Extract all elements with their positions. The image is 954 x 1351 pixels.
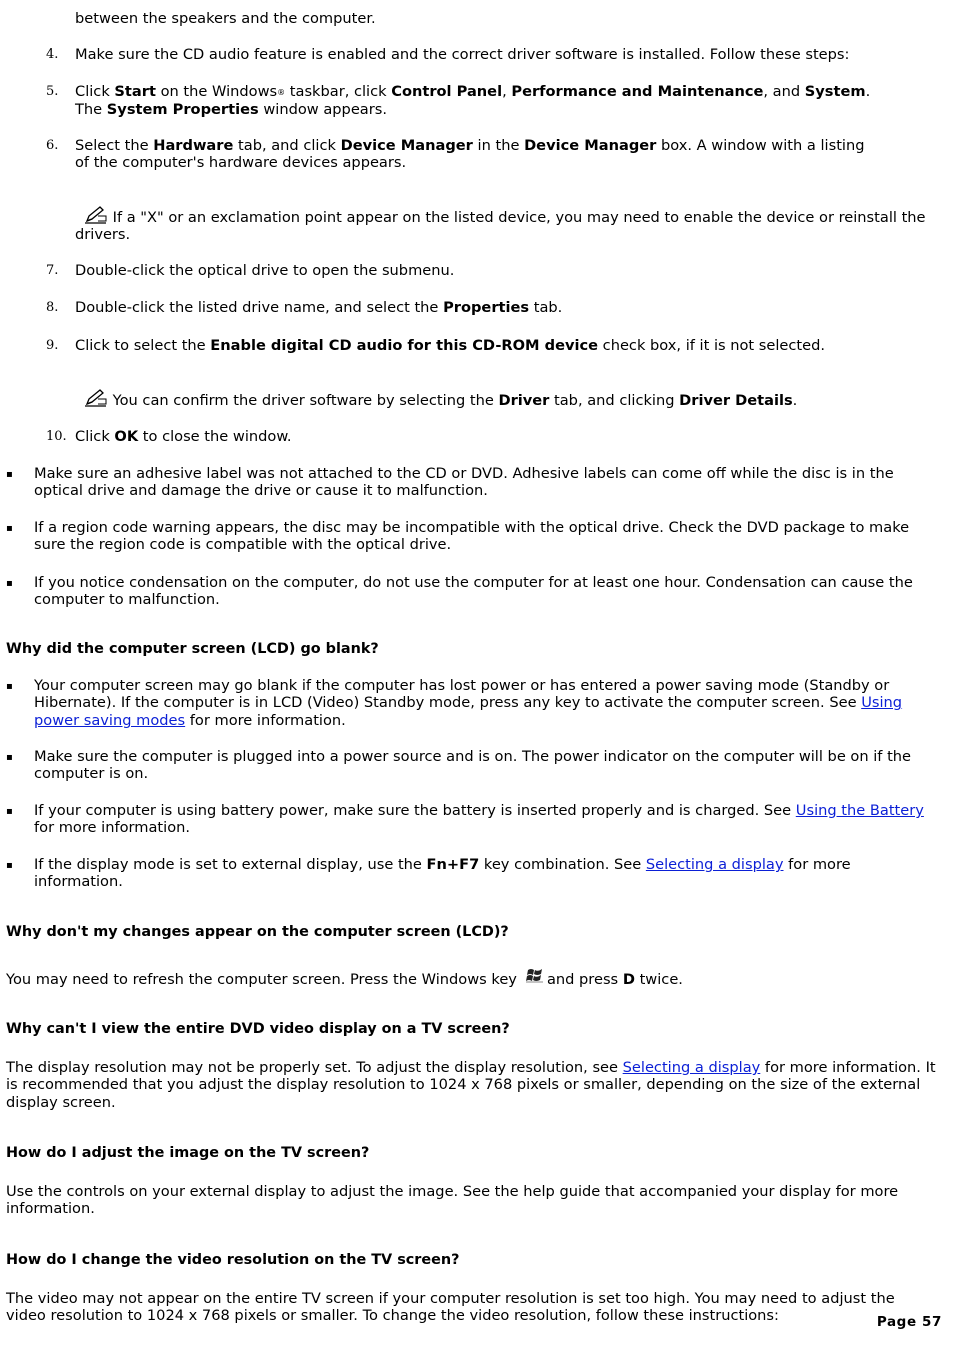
- section-heading: Why did the computer screen (LCD) go blank?: [6, 641, 379, 657]
- step-text: Double-click the listed drive name, and select the Properties tab.: [75, 299, 563, 316]
- list-item: Your computer screen may go blank if the computer has lost power or has entered a power saving mode (Standby or Hibernate). If the computer is in LCD (Video) Standby mode, press any key to activate the computer screen. See Using power saving modes for more information.: [34, 677, 903, 729]
- step-text: Click OK to close the window.: [75, 428, 292, 445]
- bullet-marker: ▪: [6, 469, 13, 480]
- link-using-the-battery[interactable]: Using the Battery: [795, 802, 924, 819]
- list-item: If you notice condensation on the computer, do not use the computer for at least one hour. Condensation can cause the computer to malfunction.: [34, 574, 913, 609]
- list-item: If your computer is using battery power, make sure the battery is inserted properly and is charged. See Using the Battery for more information.: [34, 802, 924, 837]
- paragraph: Use the controls on your external display to adjust the image. See the help guide that accompanied your display for more information.: [6, 1183, 899, 1218]
- paragraph: The video may not appear on the entire TV screen if your computer resolution is set too high. You may need to adjust the video resolution to 1024 x 768 pixels or smaller. To change the video resolution, follow these instructions:: [6, 1290, 895, 1325]
- note: You can confirm the driver software by selecting the Driver tab, and clicking Driver Details.: [75, 389, 935, 409]
- list-item: Make sure the computer is plugged into a power source and is on. The power indicator on the computer will be on if the computer is on.: [34, 748, 912, 783]
- bullet-marker: ▪: [6, 806, 13, 817]
- bullet-marker: ▪: [6, 578, 13, 589]
- step-text: Select the Hardware tab, and click Device Manager in the Device Manager box. A window with a listing of the computer's hardware devices appears.: [75, 137, 865, 172]
- step-number: 8.: [46, 300, 59, 315]
- bullet-marker: ▪: [6, 860, 13, 871]
- list-item: If a region code warning appears, the disc may be incompatible with the optical drive. Check the DVD package to make sure the region code is compatible with the optical drive.: [34, 519, 910, 554]
- link-selecting-a-display[interactable]: Selecting a display: [645, 856, 784, 873]
- step-number: 9.: [46, 338, 59, 353]
- step-text: Click Start on the Windows® taskbar, click Control Panel, Performance and Maintenance, and System. The System Properties window appears.: [75, 83, 871, 119]
- page-number: Page 57: [876, 1314, 942, 1330]
- step-text: Click to select the Enable digital CD audio for this CD-ROM device check box, if it is not selected.: [75, 337, 826, 354]
- list-item: If the display mode is set to external display, use the Fn+F7 key combination. See Selecting a display for more information.: [34, 856, 851, 891]
- step-number: 10.: [46, 429, 67, 444]
- section-heading: How do I change the video resolution on the TV screen?: [6, 1252, 460, 1268]
- bullet-marker: ▪: [6, 752, 13, 763]
- link-selecting-a-display[interactable]: Selecting a display: [622, 1059, 761, 1076]
- step-number: 5.: [46, 84, 59, 99]
- section-heading: Why can't I view the entire DVD video display on a TV screen?: [6, 1021, 510, 1037]
- section-heading: How do I adjust the image on the TV screen?: [6, 1145, 370, 1161]
- section-heading: Why don't my changes appear on the computer screen (LCD)?: [6, 924, 509, 940]
- list-item: Make sure an adhesive label was not attached to the CD or DVD. Adhesive labels can come off while the disc is in the optical drive and damage the drive or cause it to malfunction.: [34, 465, 894, 500]
- note: If a "X" or an exclamation point appear on the listed device, you may need to enable the device or reinstall the drivers.: [75, 206, 935, 244]
- paragraph: The display resolution may not be properly set. To adjust the display resolution, see Selecting a display for more information. It is recommended that you adjust the display resolution to 1024 x 768 pixels or smaller, depending on the size of the external display screen.: [6, 1059, 936, 1111]
- intro-line: between the speakers and the computer.: [75, 10, 376, 27]
- step-text: Double-click the optical drive to open the submenu.: [75, 262, 455, 279]
- step-text: Make sure the CD audio feature is enabled and the correct driver software is installed. Follow these steps:: [75, 46, 850, 63]
- step-number: 6.: [46, 138, 59, 153]
- bullet-marker: ▪: [6, 681, 13, 692]
- bullet-marker: ▪: [6, 523, 13, 534]
- note-pencil-icon: [84, 389, 108, 407]
- step-number: 4.: [46, 47, 59, 62]
- note-pencil-icon: [84, 206, 108, 224]
- link-using-power-saving-modes[interactable]: Using power saving modes: [34, 694, 903, 729]
- windows-key-icon: [525, 966, 545, 986]
- paragraph: You may need to refresh the computer screen. Press the Windows key and press D twice.: [6, 966, 936, 988]
- step-number: 7.: [46, 263, 59, 278]
